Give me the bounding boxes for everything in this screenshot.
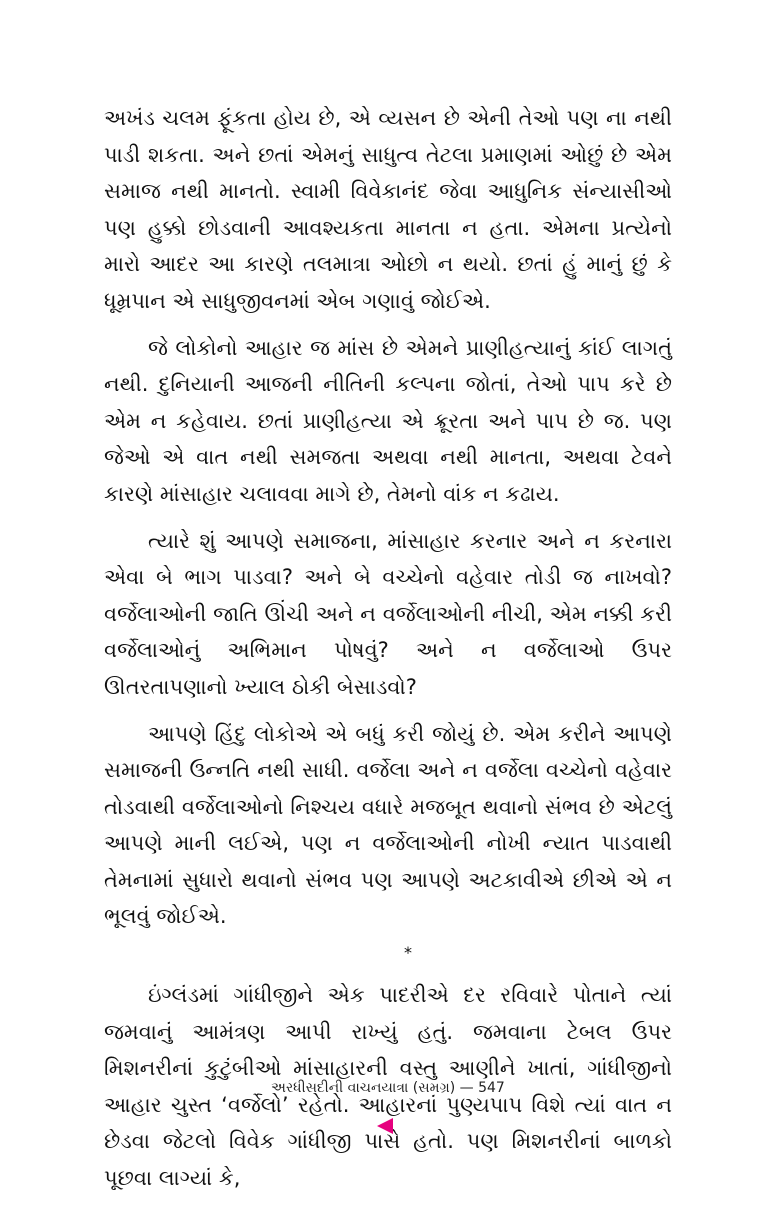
paragraph-5: ઇંગ્લંડમાં ગાંધીજીને એક પાદરીએ દર રવિવારે પોતાને ત્યાં જમવાનું આમંત્રણ આપી રાખ્યું હતું. જમવાના ટેબલ ઉપર મિશનરીનાં કુટુંબીઓ માંસાહારની વસ્તુ આણીને ખાતાં, ગાંધીજીનો આહાર ચુસ્ત ‘વર્જેલો’ રહેતો. આહારનાં પુણ્યપાપ વિશે ત્યાં વાત ન છેડવા જેટલો વિવેક ગાંધીજી પાસે હતો. પણ મિશનરીનાં બાળકો પૂછવા લાગ્યાં કે, [104, 983, 672, 1191]
page-body [104, 100, 672, 1207]
paragraph-2: જે લોકોનો આહાર જ માંસ છે એમને પ્રાણીહત્યાનું કાંઈ લાગતું નથી. દુનિયાની આજની નીતિની કલ્પના જોતાં, તેઓ પાપ કરે છે એમ ન કહેવાય. છતાં પ્રાણીહત્યા એ ક્રૂરતા અને પાપ છે જ. પણ જેઓ એ વાત નથી સમજતા અથવા નથી માનતા, અથવા ટેવને કારણે માંસાહાર ચલાવવા માગે છે, તેમનો વાંક ન કઢાય. [104, 335, 672, 506]
paragraph-4: આપણે હિંદુ લોકોએ એ બધું કરી જોયું છે. એમ કરીને આપણે સમાજની ઉન્નતિ નથી સાધી. વર્જેલા અને ન વર્જેલા વચ્ચેનો વહેવાર તોડવાથી વર્જેલાઓનો નિશ્ચય વધારે મજબૂત થવાનો સંભવ છે એટલું આપણે માની લઈએ, પણ ન વર્જેલાઓની નોખી ન્યાત પાડવાથી તેમનામાં સુધારો થવાનો સંભવ પણ આપણે અટકાવીએ છીએ એ ન ભૂલવું જોઈએ. [104, 721, 672, 929]
paragraph-1: અખંડ ચલમ ફૂંકતા હોય છે, એ વ્યસન છે એની તેઓ પણ ના નથી પાડી શકતા. અને છતાં એમનું સાધુત્વ તેટલા પ્રમાણમાં ઓછું છે એમ સમાજ નથી માનતો. સ્વામી વિવેકાનંદ જેવા આધુનિક સંન્યાસીઓ પણ હુક્કો છોડવાની આવશ્યકતા માનતા ન હતા. એમના પ્રત્યેનો મારો આદર આ કારણે તલમાત્રા ઓછો ન થયો. છતાં હું માનું છું કે ધૂમ્રપાન એ સાધુજીવનમાં એબ ગણાવું જોઈએ. [104, 106, 672, 313]
page-footer [0, 1080, 776, 1096]
footer-dash: — [459, 1080, 474, 1096]
footer-book-title: અરધીસદીની વાચનયાત્રા (સમગ્ર) [271, 1080, 456, 1096]
footer-page-number: 547 [478, 1080, 505, 1096]
paragraph-3: ત્યારે શું આપણે સમાજના, માંસાહાર કરનાર અને ન કરનારા એવા બે ભાગ પાડવા? અને બે વચ્ચેનો વહેવાર તોડી જ નાખવો? વર્જેલાઓની જાતિ ઊંચી અને ન વર્જેલાઓની નીચી, એમ નક્કી કરી વર્જેલાઓનું અભિમાન પોષવું? અને ન વર્જેલાઓ ઉપર ઊતરતાપણાનો ખ્યાલ ઠોકી બેસાડવો? [104, 528, 672, 699]
section-separator: * [404, 943, 412, 963]
previous-page-arrow-icon[interactable] [377, 1118, 393, 1134]
